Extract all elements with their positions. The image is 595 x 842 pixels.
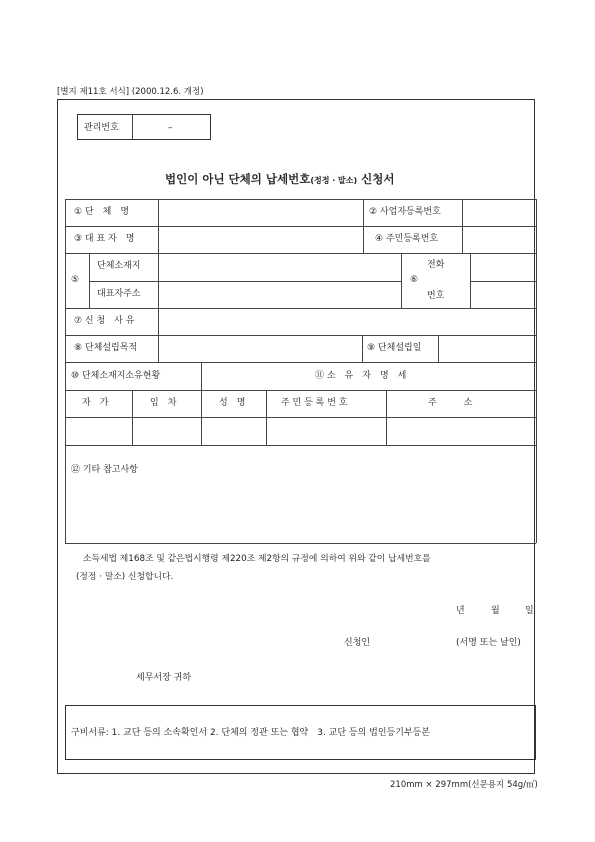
date-day-label: 일 [525,606,534,616]
form-title-main: 법인이 아닌 단체의 납세번호 [165,172,311,186]
date-year-label: 년 [456,606,465,616]
label-organization-name: ① 단 체 명 [74,207,130,217]
label-resident-registration-number: ④ 주민등록번호 [375,234,439,244]
table-line [438,335,439,362]
form-frame [57,99,535,774]
table-line [201,390,202,445]
form-number-label: [별지 제11호 서식] (2000.12.6. 개정) [57,87,204,97]
label-representative-address: 대표자주소 [97,289,141,299]
table-line [65,362,536,363]
label-representative-name: ③ 대 표 자 명 [74,234,135,244]
table-line [65,390,536,391]
form-title [165,171,395,187]
table-line [65,445,536,446]
table-line [65,417,536,418]
table-line [158,253,159,308]
form-title-paren: (정정 · 말소) [310,176,358,185]
addressee-label: 세무서장 귀하 [136,673,192,683]
table-line [201,362,202,390]
label-number-5: ⑤ [71,275,80,285]
table-line [158,199,159,253]
attachments-text: 구비서류: 1. 교단 등의 소속확인서 2. 단체의 정관 또는 협약 3. 교단 등의 법인등기부등본 [71,728,431,738]
label-organization-location: 단체소재지 [97,261,141,271]
table-line [65,226,536,227]
date-month-label: 월 [491,606,500,616]
label-owner-details: ⑪ 소 유 자 명 세 [315,371,407,381]
table-line [363,199,364,253]
label-business-registration-number: ② 사업자등록번호 [369,207,441,217]
column-header-rented: 임 차 [150,398,177,408]
table-line [401,253,402,308]
table-line [65,199,536,200]
label-application-reason: ⑦ 신 청 사 유 [74,316,135,326]
table-line [470,253,471,308]
table-line [470,281,536,282]
table-line [65,308,536,309]
label-establishment-date: ⑨ 단체설립일 [367,343,422,353]
label-phone-top: 전화 [427,260,445,270]
label-establishment-purpose: ⑧ 단체설립목적 [74,343,138,353]
table-line [89,253,90,308]
table-line [362,335,363,362]
applicant-label: 신청인 [344,638,371,648]
table-line [386,390,387,445]
table-line [65,253,536,254]
table-left-border [65,199,66,543]
statement-line-1: 소득세법 제168조 및 같은법시행령 제220조 제2항의 규정에 의하여 위와 같이 납세번호를 [83,554,431,564]
table-line [65,543,536,544]
label-other-notes: ⑫ 기타 참고사항 [71,465,138,475]
statement-line-2: (정정 · 말소) 신청합니다. [76,572,174,582]
label-location-ownership-status: ⑩ 단체소재지소유현황 [71,371,161,381]
table-line [158,335,159,362]
divider [132,114,133,140]
table-line [266,390,267,445]
signature-label: (서명 또는 날인) [456,638,521,648]
table-line [158,308,159,335]
column-header-address: 주 소 [428,398,473,408]
form-title-suffix: 신청서 [357,172,395,186]
table-line [462,199,463,253]
column-header-owned: 자 가 [82,398,109,408]
table-line [89,281,401,282]
management-number-value: – [168,123,173,133]
column-header-owner-name: 성 명 [219,398,246,408]
label-phone-bottom: 번호 [427,291,445,301]
table-line [132,390,133,445]
column-header-resident-number: 주 민 등 록 번 호 [281,398,348,408]
paper-size-label: 210mm × 297mm(신문용지 54g/㎡) [390,780,538,790]
management-number-label: 관리번호 [84,123,119,133]
table-line [65,335,536,336]
table-right-border [536,199,537,543]
label-number-6: ⑥ [410,275,419,285]
